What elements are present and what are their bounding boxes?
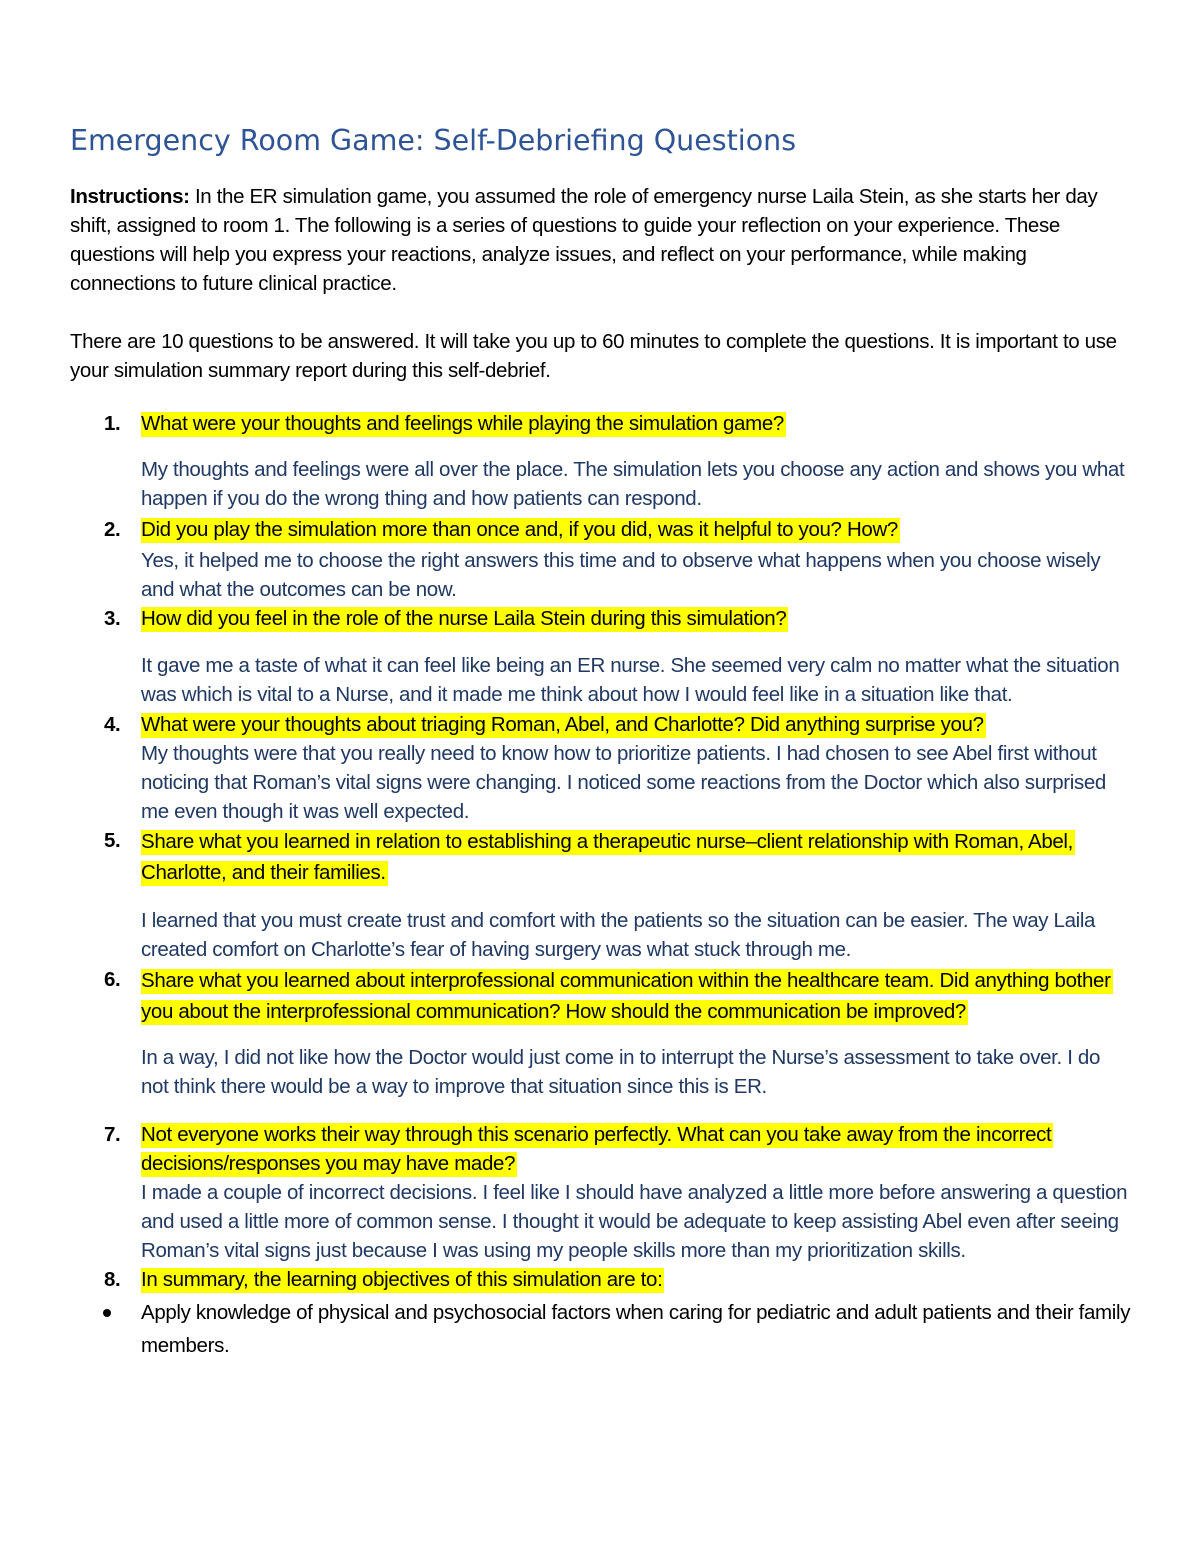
instructions-text: In the ER simulation game, you assumed the role of emergency nurse Laila Stein, as she starts her day shift, assigned to room 1. The following is a series of questions to guide your reflection on your experience. These questions will help you express your reactions, analyze issues, and reflect on your performance, while making connections to future clinical practice. [70, 185, 1098, 295]
question-highlight: Did you play the simulation more than once and, if you did, was it helpful to you? How? [141, 518, 898, 541]
question-text [141, 710, 1132, 739]
answer-text: In a way, I did not like how the Doctor would just come in to interrupt the Nurse’s assessment to take over. I do not think there would be a way to improve that situation since this is ER. [141, 1046, 1100, 1098]
intro-paragraph: There are 10 questions to be answered. It will take you up to 60 minutes to complete the questions. It is important to use your simulation summary report during this self-debrief. [70, 330, 1117, 382]
question-text [141, 1265, 1132, 1294]
question-highlight: In summary, the learning objectives of this simulation are to: [141, 1268, 663, 1291]
question-highlight: Share what you learned in relation to establishing a therapeutic nurse–client relationship with Roman, Abel, Charlotte, and their families. [141, 830, 1073, 884]
question-item-1 [70, 409, 1132, 513]
question-text [141, 515, 1132, 544]
instructions-paragraph [70, 182, 1132, 298]
document-title: Emergency Room Game: Self-Debriefing Questions [70, 124, 797, 157]
objectives-list [70, 1296, 1132, 1362]
question-list [70, 409, 1132, 1362]
answer-text: I made a couple of incorrect decisions. I feel like I should have analyzed a little more before answering a question and used a little more of common sense. I thought it would be adequate to keep assisting Abel even after seeing Roman’s vital signs just because I was using my people skills more than my prioritization skills. [141, 1181, 1128, 1262]
question-item-8 [70, 1265, 1132, 1362]
question-number: 5. [104, 829, 121, 852]
answer-text: I learned that you must create trust and comfort with the patients so the situation can be easier. The way Laila created comfort on Charlotte’s fear of having surgery was what stuck through me. [141, 909, 1096, 961]
question-text [141, 826, 1132, 888]
question-item-6 [70, 965, 1132, 1101]
question-text [141, 1120, 1132, 1178]
question-number: 1. [104, 412, 121, 435]
question-number: 8. [104, 1268, 121, 1291]
question-number: 2. [104, 518, 121, 541]
objective-item [70, 1296, 1132, 1362]
answer-text: My thoughts and feelings were all over the place. The simulation lets you choose any action and shows you what happen if you do the wrong thing and how patients can respond. [141, 458, 1125, 510]
question-number: 7. [104, 1123, 121, 1146]
question-text [141, 604, 1132, 633]
instructions-label: Instructions: [70, 185, 190, 208]
answer-text: Yes, it helped me to choose the right answers this time and to observe what happens when you choose wisely and what the outcomes can be now. [141, 549, 1101, 601]
answer-text: My thoughts were that you really need to know how to prioritize patients. I had chosen to see Abel first without noticing that Roman’s vital signs were changing. I noticed some reactions from the Doctor which also surprised me even though it was well expected. [141, 742, 1106, 823]
bullet-dot-icon [103, 1309, 111, 1317]
question-highlight: What were your thoughts about triaging Roman, Abel, and Charlotte? Did anything surprise you? [141, 713, 984, 736]
answer-text: It gave me a taste of what it can feel like being an ER nurse. She seemed very calm no matter what the situation was which is vital to a Nurse, and it made me think about how I would feel like in a situation like that. [141, 654, 1120, 706]
question-text [141, 965, 1132, 1027]
question-item-7 [70, 1120, 1132, 1265]
question-highlight: What were your thoughts and feelings while playing the simulation game? [141, 412, 784, 435]
question-item-2 [70, 515, 1132, 604]
question-text [141, 409, 1132, 438]
document-page [70, 124, 1132, 1362]
objective-text: Apply knowledge of physical and psychosocial factors when caring for pediatric and adult patients and their family members. [141, 1301, 1131, 1357]
question-number: 4. [104, 713, 121, 736]
question-highlight: Not everyone works their way through this scenario perfectly. What can you take away from the incorrect decisions/responses you may have made? [141, 1123, 1052, 1175]
question-number: 6. [104, 968, 121, 991]
question-item-5 [70, 826, 1132, 964]
question-highlight: How did you feel in the role of the nurse Laila Stein during this simulation? [141, 607, 787, 630]
question-highlight: Share what you learned about interprofessional communication within the healthcare team. Did anything bother you about the interprofessional communication? How should the communication be improved? [141, 969, 1111, 1023]
question-item-4 [70, 710, 1132, 826]
question-item-3 [70, 604, 1132, 709]
question-number: 3. [104, 607, 121, 630]
paragraph-gap [70, 298, 1132, 327]
